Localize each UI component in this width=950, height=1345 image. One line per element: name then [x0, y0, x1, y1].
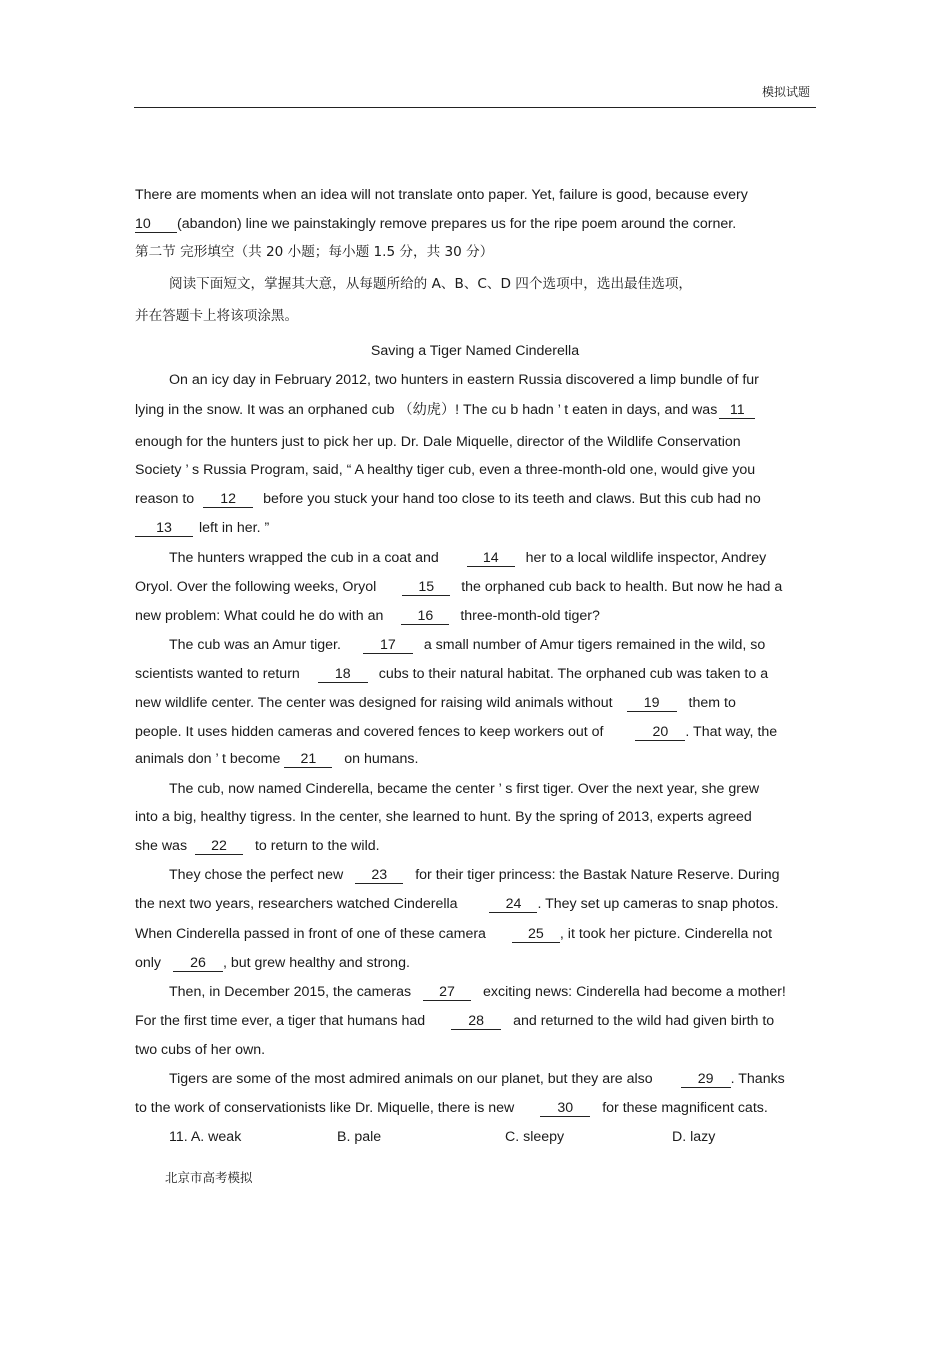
passage-line-text: cubs to their natural habitat. The orphaned cub was taken to a	[378, 666, 769, 682]
passage-line	[135, 954, 410, 972]
passage-line	[135, 694, 736, 712]
passage-line	[135, 895, 779, 913]
passage-line-text: before you stuck your hand too close to its teeth and claws. But this cub had no	[263, 491, 761, 507]
passage-line-text: The cub was an Amur tiger.	[169, 637, 341, 653]
passage-line-text: scientists wanted to return	[135, 666, 300, 682]
passage-line-text: them to	[688, 695, 736, 711]
passage-line-text: , it took her picture. Cinderella not	[559, 926, 773, 942]
passage-line-text: the orphaned cub back to health. But now he had a	[461, 579, 783, 595]
blank-19: 19	[627, 696, 677, 712]
passage-line-text: Then, in December 2015, the cameras	[169, 984, 412, 1000]
passage-line-text: new wildlife center. The center was designed for raising wild animals without	[135, 695, 613, 711]
passage-line-text: Tigers are some of the most admired animals on our planet, but they are also	[169, 1071, 653, 1087]
passage-line-text: and returned to the wild had given birth to	[513, 1013, 775, 1029]
question-11-option-a: 11. A. weak	[169, 1129, 242, 1145]
passage-line-text: For the first time ever, a tiger that humans had	[135, 1013, 426, 1029]
passage-line	[135, 578, 782, 596]
passage-line-text: a small number of Amur tigers remained in the wild, so	[423, 637, 766, 653]
blank-10: 10	[135, 217, 177, 233]
passage-line-text: to return to the wild.	[254, 838, 380, 854]
passage-line-text: The hunters wrapped the cub in a coat and	[169, 550, 439, 566]
section-heading: 第二节 完形填空（共 20 小题；每小题 1.5 分，共 30 分）	[135, 244, 494, 260]
blank-16: 16	[401, 609, 449, 625]
passage-line-text: people. It uses hidden cameras and covered fences to keep workers out of	[135, 724, 604, 740]
blank-20: 20	[635, 725, 685, 741]
passage-line-text: reason to	[135, 491, 195, 507]
passage-line-text: for their tiger princess: the Bastak Nature Reserve. During	[415, 867, 780, 883]
passage-line-text: lying in the snow. It was an orphaned cub （幼虎）! The cu b hadn ’ t eaten in days, and was	[135, 402, 718, 418]
intro-line-1: There are moments when an idea will not translate onto paper. Yet, failure is good, because every	[135, 187, 748, 203]
passage-line	[135, 519, 269, 537]
passage-line-text: . They set up cameras to snap photos.	[537, 896, 779, 912]
blank-29: 29	[681, 1072, 731, 1088]
passage-line-text: When Cinderella passed in front of one of these camera	[135, 926, 486, 942]
passage-line-text: -month-old one, would give you	[557, 462, 756, 478]
blank-27: 27	[423, 985, 471, 1001]
passage-line	[135, 723, 777, 741]
blank-23: 23	[355, 868, 403, 884]
passage-line	[169, 1070, 785, 1088]
passage-line	[135, 1012, 774, 1030]
blank-21: 21	[284, 752, 332, 768]
passage-line-text: , but grew healthy and strong.	[222, 955, 410, 971]
passage-line-text: she was	[135, 838, 188, 854]
section-instruction-1: 阅读下面短文，掌握其大意，从每题所给的 A、B、C、D 四个选项中，选出最佳选项，	[169, 276, 693, 292]
passage-line-text: on humans.	[344, 751, 419, 767]
blank-22: 22	[195, 839, 243, 855]
passage-line-text: three-month-old tiger?	[460, 608, 600, 624]
passage-line	[135, 1099, 768, 1117]
blank-14: 14	[467, 551, 515, 567]
passage-line	[135, 607, 600, 625]
question-11-option-c: C. sleepy	[505, 1129, 565, 1145]
passage-line	[169, 549, 766, 567]
passage-title: Saving a Tiger Named Cinderella	[370, 343, 580, 359]
blank-13: 13	[135, 521, 193, 537]
passage-line-text: . Thanks	[730, 1071, 785, 1087]
passage-line: into a big, healthy tigress. In the center, she learned to hunt. By the spring of 2013, experts agreed	[135, 809, 752, 825]
passage-line: On an icy day in February 2012, two hunters in eastern Russia discovered a limp bundle of fur	[169, 372, 759, 388]
intro-line-2	[135, 215, 736, 233]
question-11-option-d: D. lazy	[672, 1129, 716, 1145]
passage-line-text: new problem: What could he do with an	[135, 608, 384, 624]
passage-line: The cub, now named Cinderella, became the center ’ s first tiger. Over the next year, she grew	[169, 781, 760, 797]
passage-line-text: Oryol. Over the following weeks, Oryol	[135, 579, 377, 595]
passage-line	[135, 461, 755, 479]
page-footer: 北京市高考模拟	[165, 1170, 253, 1185]
passage-line-text: animals don ’ t become	[135, 751, 281, 767]
blank-12: 12	[203, 492, 253, 508]
passage-line	[135, 401, 755, 419]
passage-line-text: the next two years, researchers watched Cinderella	[135, 896, 458, 912]
passage-line: two cubs of her own.	[135, 1042, 266, 1058]
blank-24: 24	[489, 897, 537, 913]
passage-line-text: only	[135, 955, 162, 971]
question-11-option-b: B. pale	[337, 1129, 382, 1145]
passage-line-text: left in her. ”	[199, 520, 270, 536]
blank-28: 28	[451, 1014, 501, 1030]
passage-line	[135, 837, 380, 855]
blank-17: 17	[363, 638, 413, 654]
passage-line	[169, 866, 780, 884]
passage-line	[169, 983, 786, 1001]
passage-line-text: Society ’ s Russia Program, said, “ A healthy tiger cub, even a three	[135, 462, 558, 478]
passage-line-text: for these magnificent cats.	[602, 1100, 768, 1116]
intro-line-2-text: (abandon) line we painstakingly remove prepares us for the ripe poem around the corner.	[177, 216, 737, 232]
page-header	[134, 80, 816, 108]
passage-line	[169, 636, 765, 654]
passage-line	[135, 490, 761, 508]
passage-line-text: to the work of conservationists like Dr. Miquelle, there is new	[135, 1100, 515, 1116]
passage-line-text: her to a local wildlife inspector, Andrey	[525, 550, 767, 566]
passage-line: enough for the hunters just to pick her up. Dr. Dale Miquelle, director of the Wildlife Conservation	[135, 434, 741, 450]
header-label: 模拟试题	[761, 85, 810, 99]
blank-18: 18	[318, 667, 368, 683]
blank-30: 30	[540, 1101, 590, 1117]
passage-line	[135, 665, 768, 683]
passage-line	[135, 925, 772, 943]
passage-line-text: . That way, the	[685, 724, 778, 740]
blank-11: 11	[719, 403, 755, 419]
passage-line-text: They chose the perfect new	[169, 867, 344, 883]
blank-26: 26	[173, 956, 223, 972]
passage-line-text: exciting news: Cinderella had become a mother!	[483, 984, 786, 1000]
section-instruction-2: 并在答题卡上将该项涂黑。	[135, 308, 299, 324]
passage-line	[135, 750, 418, 768]
blank-25: 25	[512, 927, 560, 943]
blank-15: 15	[402, 580, 450, 596]
